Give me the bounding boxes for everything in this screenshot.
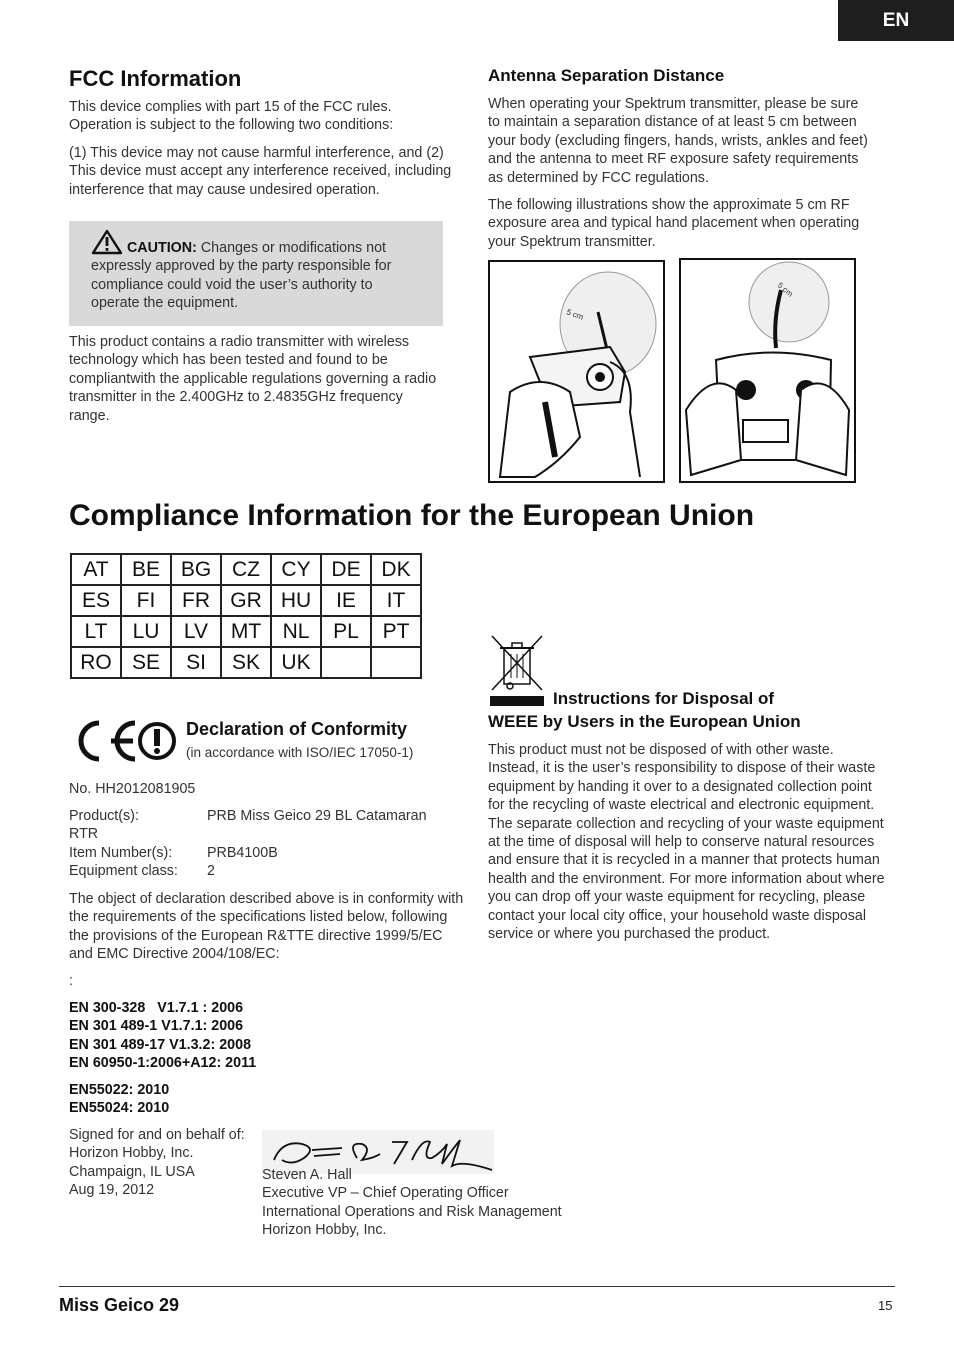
- product-label: Product(s):: [69, 808, 139, 824]
- standard-item: EN 301 489-17 V1.3.2: 2008: [69, 1036, 252, 1053]
- country-cell: [371, 647, 421, 678]
- country-cell: IT: [371, 585, 421, 616]
- transmitter-side-illustration: [490, 262, 663, 481]
- signed-line: Aug 19, 2012: [69, 1182, 155, 1199]
- country-cell: LT: [71, 616, 121, 647]
- illustration-side-view: [488, 260, 665, 483]
- weee-title-line-2: WEEE by Users in the European Union: [488, 712, 801, 731]
- warning-icon: [91, 229, 123, 255]
- signer-line: Executive VP – Chief Operating Officer: [262, 1185, 509, 1202]
- illustration-front-view: [679, 258, 856, 483]
- country-cell: RO: [71, 647, 121, 678]
- eu-compliance-title: Compliance Information for the European Union: [69, 499, 755, 532]
- signer-line: Horizon Hobby, Inc.: [262, 1222, 387, 1239]
- eu-countries-table: [70, 553, 422, 679]
- country-cell: UK: [271, 647, 321, 678]
- antenna-paragraph-1: When operating your Spektrum transmitter, please be sure to maintain a separation distance of at least 5 cm between your body (excluding fingers, hands, wrists, ankles and feet) and the antenna to meet RF exposure safety requirements as determined by FCC regulations.: [488, 96, 868, 186]
- weee-body: This product must not be disposed of with other waste. Instead, it is the user’s responsibility to dispose of their waste equipment by handing it over to a designated collection point for the recycling of waste electrical and electronic equipment. The separate collection and recycling of your waste equipment at the time of disposal will help to conserve natural resources and ensure that it is recycled in a manner that protects human health and the environment. For more information about where you can drop off your waste equipment for recycling, please contact your local city office, your household waste disposal service or where you purchased the product.: [488, 742, 885, 943]
- distance-label-1: 5 cm: [565, 307, 585, 322]
- country-cell: SK: [221, 647, 271, 678]
- signed-line: Horizon Hobby, Inc.: [69, 1145, 194, 1162]
- country-cell: SE: [121, 647, 171, 678]
- antenna-title: Antenna Separation Distance: [488, 66, 725, 85]
- country-cell: FI: [121, 585, 171, 616]
- standard-item: EN55024: 2010: [69, 1100, 170, 1117]
- country-row: [71, 554, 421, 585]
- antenna-paragraph-2: The following illustrations show the approximate 5 cm RF exposure area and typical hand placement when operating your Spektrum transmitter.: [488, 197, 860, 250]
- country-row: [71, 616, 421, 647]
- standards-list-2: [69, 1081, 169, 1118]
- standard-item: EN 60950-1:2006+A12: 2011: [69, 1055, 257, 1072]
- country-cell: CZ: [221, 554, 271, 585]
- signer-info: [262, 1166, 562, 1240]
- transmitter-front-illustration: [681, 260, 854, 481]
- ce-mark-icon: [69, 719, 177, 763]
- country-cell: ES: [71, 585, 121, 616]
- country-cell: HU: [271, 585, 321, 616]
- item-number-value: PRB4100B: [207, 844, 278, 861]
- signed-line: Champaign, IL USA: [69, 1163, 195, 1180]
- signer-line: International Operations and Risk Management: [262, 1203, 562, 1220]
- declaration-title: Declaration of Conformity: [186, 719, 408, 739]
- standard-item: EN 301 489-1 V1.7.1: 2006: [69, 1018, 244, 1035]
- footer-product-title: Miss Geico 29: [59, 1295, 180, 1315]
- item-number-label: Item Number(s):: [69, 844, 173, 861]
- product-value-continued: RTR: [69, 826, 99, 843]
- fcc-paragraph-3: This product contains a radio transmitter with wireless technology which has been tested and found to be compliantwith the applicable regulations governing a radio transmitter in the 2.400GHz to 2.4835GHz frequency range.: [69, 334, 437, 424]
- weee-bin-icon: [488, 634, 546, 708]
- signer-line: Steven A. Hall: [262, 1167, 352, 1183]
- country-cell: CY: [271, 554, 321, 585]
- country-cell: PT: [371, 616, 421, 647]
- country-cell: FR: [171, 585, 221, 616]
- equipment-class-label: Equipment class:: [69, 863, 178, 880]
- fcc-title: FCC Information: [69, 66, 242, 91]
- country-cell: PL: [321, 616, 371, 647]
- signed-line: Signed for and on behalf of:: [69, 1127, 245, 1143]
- country-cell: AT: [71, 554, 121, 585]
- country-cell: MT: [221, 616, 271, 647]
- fcc-paragraph-2: (1) This device may not cause harmful interference, and (2) This device must accept any interference received, including interference that may cause undesired operation.: [69, 145, 452, 198]
- declaration-colon: :: [69, 973, 73, 989]
- declaration-subtitle: (in accordance with ISO/IEC 17050-1): [186, 745, 414, 760]
- caution-label: CAUTION:: [126, 240, 197, 256]
- country-cell: [321, 647, 371, 678]
- country-cell: DK: [371, 554, 421, 585]
- country-cell: DE: [321, 554, 371, 585]
- footer-divider: [59, 1286, 895, 1287]
- country-cell: LU: [121, 616, 171, 647]
- country-cell: BG: [171, 554, 221, 585]
- country-cell: NL: [271, 616, 321, 647]
- caution-box: [69, 221, 443, 326]
- country-cell: IE: [321, 585, 371, 616]
- country-row: [71, 647, 421, 678]
- standard-item: EN55022: 2010: [69, 1082, 170, 1098]
- fcc-paragraph-1: This device complies with part 15 of the FCC rules. Operation is subject to the following two conditions:: [69, 99, 394, 134]
- country-cell: SI: [171, 647, 221, 678]
- distance-label-2: 5 cm: [775, 280, 795, 299]
- product-details: [69, 807, 459, 881]
- standards-list-1: [69, 999, 256, 1073]
- declaration-number: No. HH2012081905: [69, 781, 196, 797]
- country-cell: BE: [121, 554, 171, 585]
- country-row: [71, 585, 421, 616]
- signed-on-behalf: [69, 1126, 245, 1200]
- country-cell: LV: [171, 616, 221, 647]
- declaration-body: The object of declaration described above is in conformity with the requirements of the specifications listed below, following the provisions of the European R&TTE directive 1999/5/EC and EMC Directive 2004/108/EC:: [69, 891, 464, 963]
- country-cell: GR: [221, 585, 271, 616]
- language-tab: EN: [838, 0, 954, 41]
- page-number: 15: [878, 1298, 893, 1313]
- caution-text: Changes or modifications not expressly approved by the party responsible for compliance could void the user’s authority to operate the equipment.: [91, 240, 392, 312]
- product-value: PRB Miss Geico 29 BL Catamaran: [207, 808, 427, 824]
- weee-title-line-1: Instructions for Disposal of: [553, 689, 775, 708]
- equipment-class-value: 2: [207, 863, 215, 880]
- standard-item: EN 300-328 V1.7.1 : 2006: [69, 1000, 244, 1016]
